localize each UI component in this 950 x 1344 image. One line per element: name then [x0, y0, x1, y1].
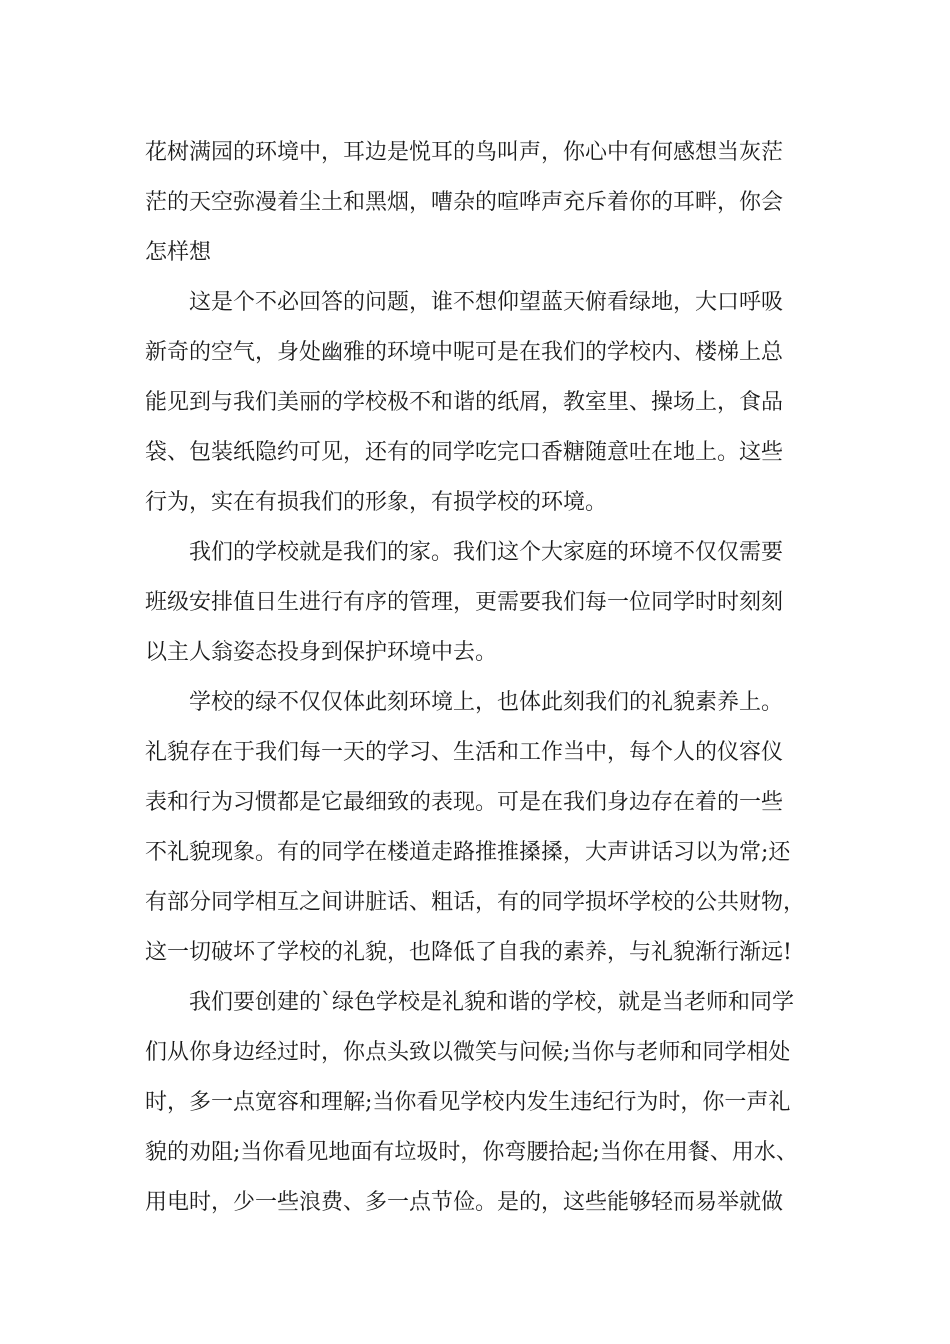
text-line: 这一切破坏了学校的礼貌，也降低了自我的素养，与礼貌渐行渐远!	[145, 940, 792, 965]
paragraph-first-line: 我们的学校就是我们的家。我们这个大家庭的环境不仅仅需要	[189, 540, 784, 565]
text-line: 貌的劝阻;当你看见地面有垃圾时，你弯腰拾起;当你在用餐、用水、	[145, 1140, 798, 1165]
text-line: 们从你身边经过时，你点头致以微笑与问候;当你与老师和同学相处	[145, 1040, 791, 1065]
text-line: 花树满园的环境中，耳边是悦耳的鸟叫声，你心中有何感想当灰茫	[145, 140, 784, 165]
text-line: 能见到与我们美丽的学校极不和谐的纸屑，教室里、操场上，食品	[145, 390, 784, 415]
paragraph-first-line: 学校的绿不仅仅体此刻环境上，也体此刻我们的礼貌素养上。	[189, 690, 784, 715]
document-body	[145, 128, 815, 1228]
text-line: 茫的天空弥漫着尘土和黑烟，嘈杂的喧哗声充斥着你的耳畔，你会	[145, 190, 784, 215]
paragraph-first-line: 我们要创建的`绿色学校是礼貌和谐的学校，就是当老师和同学	[189, 990, 795, 1015]
text-line: 行为，实在有损我们的形象，有损学校的环境。	[145, 490, 608, 515]
paragraph-first-line: 这是个不必回答的问题，谁不想仰望蓝天俯看绿地，大口呼吸	[189, 290, 784, 315]
text-line: 袋、包装纸隐约可见，还有的同学吃完口香糖随意吐在地上。这些	[145, 440, 784, 465]
text-line: 礼貌存在于我们每一天的学习、生活和工作当中，每个人的仪容仪	[145, 740, 784, 765]
text-line: 怎样想	[145, 240, 212, 265]
text-line: 班级安排值日生进行有序的管理，更需要我们每一位同学时时刻刻	[145, 590, 784, 615]
text-line: 以主人翁姿态投身到保护环境中去。	[145, 640, 498, 665]
text-line: 表和行为习惯都是它最细致的表现。可是在我们身边存在着的一些	[145, 790, 784, 815]
text-line: 时，多一点宽容和理解;当你看见学校内发生违纪行为时，你一声礼	[145, 1090, 791, 1115]
text-line: 用电时，少一些浪费、多一点节俭。是的，这些能够轻而易举就做	[145, 1190, 784, 1215]
text-line: 新奇的空气，身处幽雅的环境中呢可是在我们的学校内、楼梯上总	[145, 340, 784, 365]
text-line: 不礼貌现象。有的同学在楼道走路推推搡搡，大声讲话习以为常;还	[145, 840, 791, 865]
text-line: 有部分同学相互之间讲脏话、粗话，有的同学损坏学校的公共财物，	[145, 890, 806, 915]
